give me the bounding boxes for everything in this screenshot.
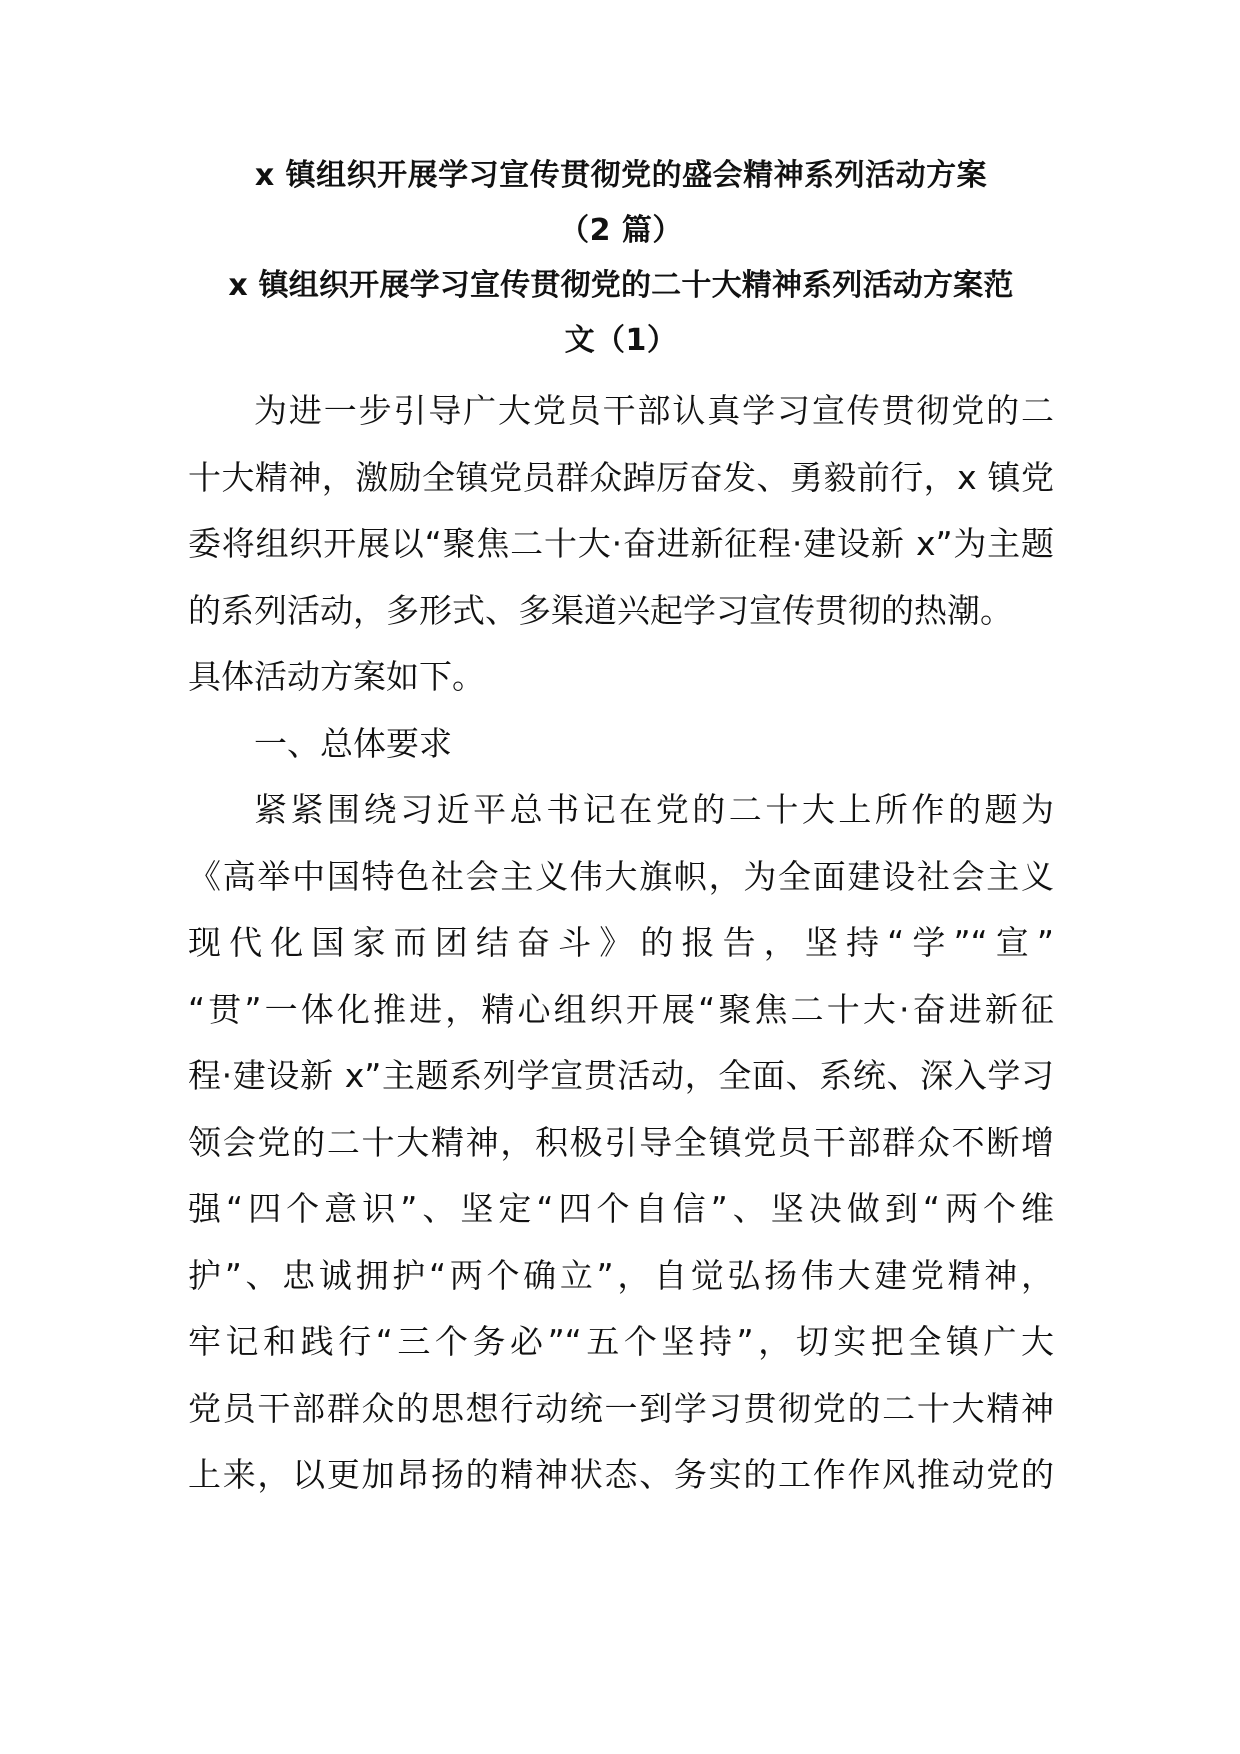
- document-content: [188, 150, 1054, 1509]
- paragraph-line: 牢记和践行“三个务必”“五个坚持”，切实把全镇广大: [188, 1322, 1054, 1361]
- document-title-line-1: x 镇组织开展学习宣传贯彻党的盛会精神系列活动方案: [254, 158, 988, 193]
- paragraph-line: 紧紧围绕习近平总书记在党的二十大上所作的题为: [254, 790, 1054, 829]
- paragraph-line: 党员干部群众的思想行动统一到学习贯彻党的二十大精神: [188, 1388, 1054, 1428]
- paragraph-line: 具体活动方案如下。: [188, 657, 485, 696]
- paragraph-line: 程·建设新 x”主题系列学宣贯活动，全面、系统、深入学习: [188, 1056, 1054, 1095]
- paragraph-line: 十大精神，激励全镇党员群众踔厉奋发、勇毅前行，x 镇党: [188, 457, 1054, 497]
- document-subtitle-line-2: 文（1）: [564, 323, 678, 358]
- paragraph-line: 现代化国家而团结奋斗》的报告，坚持“学”“宣”: [188, 923, 1054, 962]
- paragraph-line: 护”、忠诚拥护“两个确立”，自觉弘扬伟大建党精神，: [188, 1255, 1054, 1295]
- section-heading-general-requirements: [188, 711, 1054, 778]
- paragraph-line: 强“四个意识”、坚定“四个自信”、坚决做到“两个维: [188, 1189, 1054, 1228]
- paragraph-line: 上来，以更加昂扬的精神状态、务实的工作作风推动党的: [188, 1455, 1054, 1494]
- section-heading: 一、总体要求: [254, 723, 452, 763]
- paragraph-line: 为进一步引导广大党员干部认真学习宣传贯彻党的二: [254, 391, 1054, 430]
- paragraph-line: 的系列活动，多形式、多渠道兴起学习宣传贯彻的热潮。: [188, 590, 1013, 630]
- paragraph-line: “贯”一体化推进，精心组织开展“聚焦二十大·奋进新征: [188, 989, 1054, 1029]
- paragraph-line: 《高举中国特色社会主义伟大旗帜，为全面建设社会主义: [188, 856, 1054, 896]
- document-title-line-2: （2 篇）: [559, 213, 683, 248]
- paragraph-line: 领会党的二十大精神，积极引导全镇党员干部群众不断增: [188, 1122, 1054, 1162]
- paragraph-line: 委将组织开展以“聚焦二十大·奋进新征程·建设新 x”为主题: [188, 524, 1054, 563]
- document-subtitle-line-1: x 镇组织开展学习宣传贯彻党的二十大精神系列活动方案范: [228, 268, 1014, 303]
- paragraph-intro: [188, 378, 1054, 711]
- paragraph-general-requirements: [188, 777, 1054, 1509]
